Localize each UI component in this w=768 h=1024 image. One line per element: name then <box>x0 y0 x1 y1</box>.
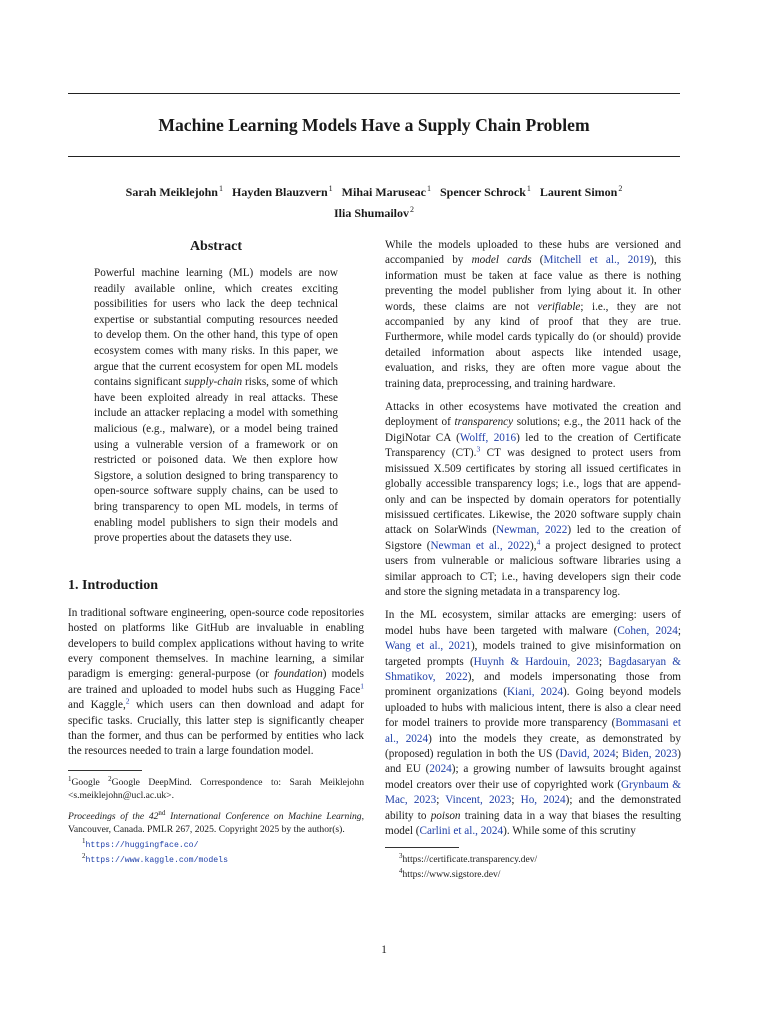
citation-link[interactable]: Newman et al., 2022 <box>430 539 531 552</box>
abstract-text: Powerful machine learning (ML) models are now readily available online, which creates exciting possibilities for users who lack the deep technical expertise or substantial computing resources needed to develop them. On the other hand, this type of open ecosystem comes with many risks. In this paper, we argue that the current ecosystem for open ML models contains significant supply-chain risks, some of which have been exploited already in real attacks. These include an attacker replacing a model with something malicious (e.g., malware), or a model being trained using a vulnerable version of a framework or on restricted or poisoned data. We then explore how Sigstore, a solution designed to bring transparency to open-source software supply chains, can be used to bring transparency to open ML models, in terms of enabling model publishers to sign their models and prove properties about the datasets they use. <box>94 267 338 545</box>
citation-link[interactable]: Grynbaum & Mac, 2023 <box>385 778 681 807</box>
footnote-ref[interactable]: 2 <box>108 774 112 783</box>
citation-link[interactable]: Bagdasaryan & Shmatikov, 2022 <box>385 655 681 683</box>
footnote-1-link[interactable]: https://huggingface.co/ <box>85 840 199 850</box>
footnote-2-number: 2 <box>82 852 86 861</box>
paper-title: Machine Learning Models Have a Supply Chain Problem <box>158 115 590 135</box>
footnote-4 <box>385 868 681 882</box>
author-affiliation-mark: 2 <box>618 184 623 193</box>
page-number: 1 <box>381 944 387 956</box>
citation-link[interactable]: Ho, 2024 <box>520 794 566 807</box>
citation-link[interactable]: Biden, 2023 <box>621 748 678 760</box>
body-paragraph-transparency: Attacks in other ecosystems have motivated the creation and deployment of transparency solutions; e.g., the 2011 hack of the DigiNotar CA (Wolff, 2016) led to the creation of Certificate Transparency (CT).$^3$ CT was designed to protect users from misissued X.509 certificates by storing all issued certificates in globally accessible transparency logs; i.e., logs that are append-only and can be inspected by domain operators for potentially misissued certificates. Likewise, the 2020 software supply chain attack on SolarWinds (Newman, 2022) led to the creation of Sigstore (Newman et al., 2022),$^4$ a project designed to protect users from vulnerable or malicious software libraries using a similar approach to CT; i.e., having developers sign their code and store the signing metadata in a transparency log. <box>385 401 682 598</box>
right-column <box>385 238 681 882</box>
citation-link[interactable]: Bommasani et al., 2024 <box>385 717 681 745</box>
citation-link[interactable]: Wolff, 2016 <box>459 431 517 444</box>
author-name: Sarah Meiklejohn$^1$ <box>125 184 223 199</box>
proceedings-footnote: Proceedings of the 42nd International Conference on Machine Learning, Vancouver, Canada. PMLR 267, 2025. Copyright 2025 by the author(s). <box>68 808 365 836</box>
footnote-3-number: 3 <box>399 852 403 861</box>
affiliation-footnote: $^1$Google $^2$Google DeepMind. Correspondence to: Sarah Meiklejohn <s.meiklejohn@ucl.ac.uk>. <box>68 774 364 802</box>
footnote-2-link[interactable]: https://www.kaggle.com/models <box>85 856 228 866</box>
title-rule-bottom <box>68 156 680 157</box>
author-affiliation-mark: 2 <box>410 205 415 214</box>
body-paragraph-ml-ecosystem: In the ML ecosystem, similar attacks are emerging: users of model hubs have been targeted with malware (Cohen, 2024; Wang et al., 2021), models trained to give misinformation on targeted prompts (Huynh & Hardouin, 2023; Bagdasaryan & Shmatikov, 2022), and models impersonating those from prominent organizations (Kiani, 2024). Going beyond models uploaded to hubs with malicious intent, there is also a clear need for model trainers to provide more transparency (Bommasani et al., 2024) into the models they create, as demonstrated by (proposed) regulation in both the US (David, 2024; Biden, 2023) and EU (2024); a growing number of lawsuits brought against model creators over their use of copyrighted work (Grynbaum & Mac, 2023; Vincent, 2023; Ho, 2024); and the demonstrated ability to poison training data in a way that biases the resulting model (Carlini et al., 2024). While some of this scrutiny <box>385 609 682 838</box>
section-heading-introduction: 1. Introduction <box>68 577 158 593</box>
abstract-heading: Abstract <box>189 239 243 254</box>
author-name: Hayden Blauzvern$^1$ <box>231 184 333 199</box>
author-name: Spencer Schrock$^1$ <box>439 184 531 199</box>
author-name: Laurent Simon$^2$ <box>539 184 623 199</box>
footnote-rule-right <box>385 847 459 848</box>
footnote-ref[interactable]: 1 <box>360 680 364 690</box>
citation-link[interactable]: Vincent, 2023 <box>445 794 512 807</box>
footnote-4-number: 4 <box>399 866 403 875</box>
intro-paragraph: In traditional software engineering, open-source code repositories hosted on platforms like GitHub are invaluable in enabling developers to build complex applications without having to write every component themselves. In machine learning, a similar paradigm is emerging: general-purpose (or foundation) models are trained and uploaded to model hubs such as Hugging Face$^1$ and Kaggle,$^2$ which users can then download and adapt for specific tasks. Crucially, this latter step is significantly cheaper than the former, and thus can be performed by entities who lack the resources needed to train a large foundation model. <box>68 606 364 758</box>
footnote-1-number: 1 <box>82 836 86 845</box>
footnote-4-link[interactable]: https://www.sigstore.dev/ <box>402 868 501 880</box>
citation-link[interactable]: Newman, 2022 <box>496 524 568 537</box>
body-paragraph-model-cards: While the models uploaded to these hubs are versioned and accompanied by model cards (Mitchell et al., 2019), this information must be taken at face value as there is nothing preventing the model publisher from lying about it. In other words, these claims are not verifiable; i.e., they are not accompanied by any kind of proof that they are true. Furthermore, while model cards typically do (or should) provide detailed information about aspects like intended usage, evaluation, and risks, they are often more vague about the training data, preprocessing, and training hardware. <box>385 239 681 390</box>
footnote-ref[interactable]: 1 <box>68 774 72 783</box>
footnote-rule <box>68 770 142 771</box>
author-name: Mihai Maruseac$^1$ <box>341 184 431 199</box>
citation-link[interactable]: Cohen, 2024 <box>617 624 678 637</box>
citation-link[interactable]: Mitchell et al., 2019 <box>543 254 651 267</box>
footnote-ref[interactable]: 4 <box>536 536 541 546</box>
title-rule-top <box>68 93 680 94</box>
citation-link[interactable]: 2024 <box>429 763 452 776</box>
footnote-3-link[interactable]: https://certificate.transparency.dev/ <box>402 854 538 866</box>
footnote-ref[interactable]: 2 <box>125 696 130 706</box>
author-list <box>90 180 658 222</box>
author-affiliation-mark: 1 <box>526 184 531 193</box>
citation-link[interactable]: Wang et al., 2021 <box>385 640 471 653</box>
footnote-ref[interactable]: 3 <box>476 444 481 454</box>
author-affiliation-mark: 1 <box>426 184 431 193</box>
author-name: Ilia Shumailov$^2$ <box>333 205 415 220</box>
citation-link[interactable]: Carlini et al., 2024 <box>419 825 504 838</box>
footnote-3 <box>385 853 681 867</box>
author-affiliation-mark: 1 <box>328 184 333 193</box>
footnote-1 <box>68 838 364 853</box>
author-affiliation-mark: 1 <box>218 184 223 193</box>
citation-link[interactable]: David, 2024 <box>559 748 616 760</box>
left-column <box>68 238 364 869</box>
citation-link[interactable]: Kiani, 2024 <box>506 686 564 699</box>
citation-link[interactable]: Huynh & Hardouin, 2023 <box>473 655 599 668</box>
footnote-2 <box>68 853 364 868</box>
footnote-ref[interactable]: nd <box>158 808 166 817</box>
